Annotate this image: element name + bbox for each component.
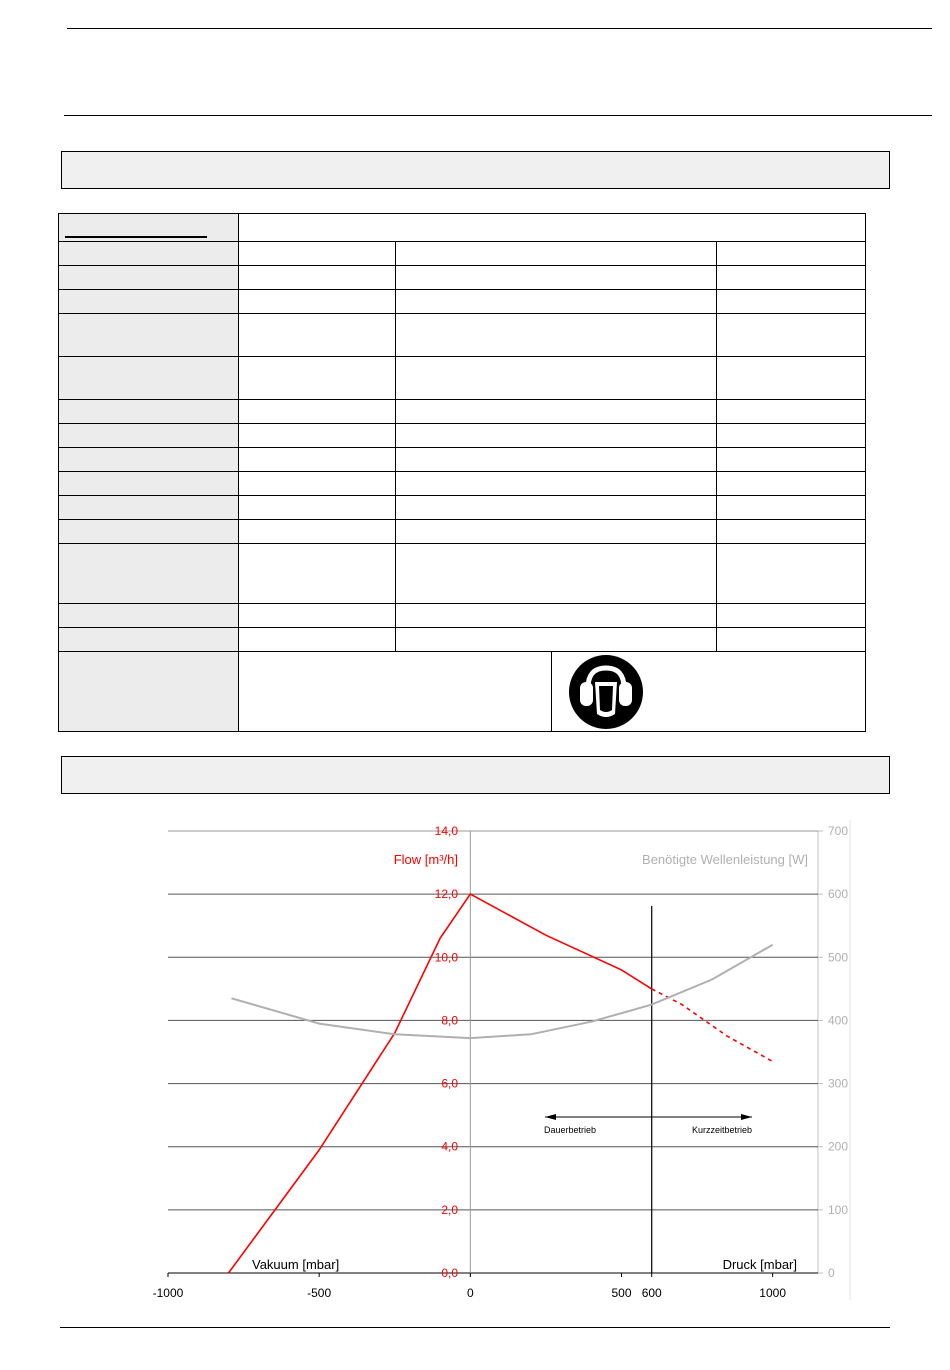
spec-detail: [396, 544, 717, 604]
power-series-line: [232, 945, 773, 1038]
spec-value: [239, 266, 396, 290]
spec-row: [59, 604, 866, 628]
spec-row: [59, 520, 866, 544]
spec-value: [239, 448, 396, 472]
spec-detail: [396, 496, 717, 520]
spec-detail: [396, 266, 717, 290]
x-tick-label: -1000: [152, 1286, 184, 1300]
spec-unit: [717, 424, 866, 448]
spec-label: [59, 424, 239, 448]
spec-unit: [717, 472, 866, 496]
header-underline: [65, 236, 207, 238]
left-tick-label: 8,0: [441, 1013, 458, 1028]
spec-row-noise: [59, 652, 866, 732]
spec-value: [239, 496, 396, 520]
left-tick-label: 12,0: [434, 887, 458, 902]
spec-unit: [717, 544, 866, 604]
spec-row: [59, 357, 866, 400]
characteristic-chart: [0, 800, 950, 1320]
spec-row: [59, 242, 866, 266]
spec-label: [59, 290, 239, 314]
spec-value: [239, 604, 396, 628]
spec-label: [59, 472, 239, 496]
right-tick-label: 700: [828, 824, 849, 838]
vacuum-label: Vakuum [mbar]: [252, 1257, 340, 1272]
spec-detail: [396, 290, 717, 314]
spec-detail: [396, 314, 717, 357]
continuous-label: Dauerbetrieb: [544, 1125, 597, 1135]
spec-label: [59, 520, 239, 544]
header-rule-bottom: [64, 115, 932, 116]
spec-label: [59, 604, 239, 628]
spec-detail: [396, 604, 717, 628]
spec-value: [239, 400, 396, 424]
spec-label: [59, 357, 239, 400]
spec-label: [59, 400, 239, 424]
left-tick-label: 4,0: [441, 1139, 458, 1154]
footer-rule: [60, 1327, 890, 1328]
spec-label: [59, 242, 239, 266]
spec-detail: [396, 357, 717, 400]
spec-value: [239, 520, 396, 544]
pressure-label: Druck [mbar]: [722, 1257, 797, 1272]
spec-table: [58, 213, 866, 732]
flow-series-dashed-line: [652, 989, 773, 1062]
right-tick-label: 500: [828, 950, 849, 965]
spec-unit: [717, 604, 866, 628]
spec-detail: [396, 400, 717, 424]
spec-detail: [396, 628, 717, 652]
spec-value: [239, 242, 396, 266]
x-tick-label: -500: [307, 1286, 332, 1300]
spec-value: [239, 290, 396, 314]
spec-row: [59, 314, 866, 357]
spec-value: [239, 314, 396, 357]
spec-unit: [717, 448, 866, 472]
spec-row: [59, 628, 866, 652]
spec-table-header-cell: [239, 214, 866, 242]
right-tick-label: 400: [828, 1013, 849, 1028]
spec-value: [239, 357, 396, 400]
spec-row: [59, 424, 866, 448]
spec-row: [59, 448, 866, 472]
spec-row: [59, 472, 866, 496]
left-tick-label: 0,0: [441, 1266, 458, 1280]
spec-value: [239, 652, 552, 732]
spec-label: [59, 652, 239, 732]
left-tick-label: 14,0: [434, 824, 458, 838]
spec-label: [59, 496, 239, 520]
spec-unit: [717, 520, 866, 544]
spec-unit: [717, 314, 866, 357]
spec-unit: [717, 266, 866, 290]
section-banner-technical-data: [61, 151, 890, 189]
spec-detail: [396, 242, 717, 266]
left-tick-label: 6,0: [441, 1076, 458, 1091]
header-rule-top: [67, 28, 932, 29]
right-tick-label: 300: [828, 1076, 849, 1091]
spec-value: [239, 472, 396, 496]
spec-table-header-label-cell: [59, 214, 239, 242]
right-tick-label: 0: [828, 1266, 835, 1280]
spec-label: [59, 314, 239, 357]
spec-unit: [717, 242, 866, 266]
spec-label: [59, 628, 239, 652]
right-tick-label: 600: [828, 887, 849, 902]
spec-row: [59, 290, 866, 314]
spec-value: [239, 424, 396, 448]
spec-unit: [717, 628, 866, 652]
right-tick-label: 100: [828, 1202, 849, 1217]
spec-label: [59, 448, 239, 472]
spec-detail: [396, 424, 717, 448]
x-tick-label: 0: [466, 1286, 474, 1300]
right-tick-label: 200: [828, 1139, 849, 1154]
spec-value: [239, 628, 396, 652]
x-tick-label: 1000: [759, 1286, 787, 1300]
spec-unit: [717, 357, 866, 400]
ear-protection-icon: [566, 652, 646, 732]
spec-detail: [396, 520, 717, 544]
left-tick-label: 2,0: [441, 1202, 458, 1217]
x-tick-label: 600: [641, 1286, 662, 1300]
spec-unit: [717, 400, 866, 424]
spec-row: [59, 496, 866, 520]
short-label: Kurzzeitbetrieb: [691, 1125, 752, 1135]
spec-detail: [396, 448, 717, 472]
spec-unit: [717, 496, 866, 520]
spec-detail: [396, 472, 717, 496]
left-tick-label: 10,0: [434, 950, 458, 965]
spec-value: [239, 544, 396, 604]
right-axis-label: Benötigte Wellenleistung [W]: [642, 852, 808, 867]
left-axis-label: Flow [m³/h]: [393, 852, 458, 867]
spec-label: [59, 266, 239, 290]
spec-row: [59, 400, 866, 424]
section-banner-characteristic: [61, 756, 890, 794]
arrow-right-head: [741, 1114, 752, 1120]
arrow-left-head: [545, 1114, 556, 1120]
spec-label: [59, 544, 239, 604]
spec-unit: [717, 290, 866, 314]
spec-row: [59, 266, 866, 290]
x-tick-label: 500: [611, 1286, 632, 1300]
spec-icon-cell: [552, 652, 866, 732]
spec-row: [59, 544, 866, 604]
